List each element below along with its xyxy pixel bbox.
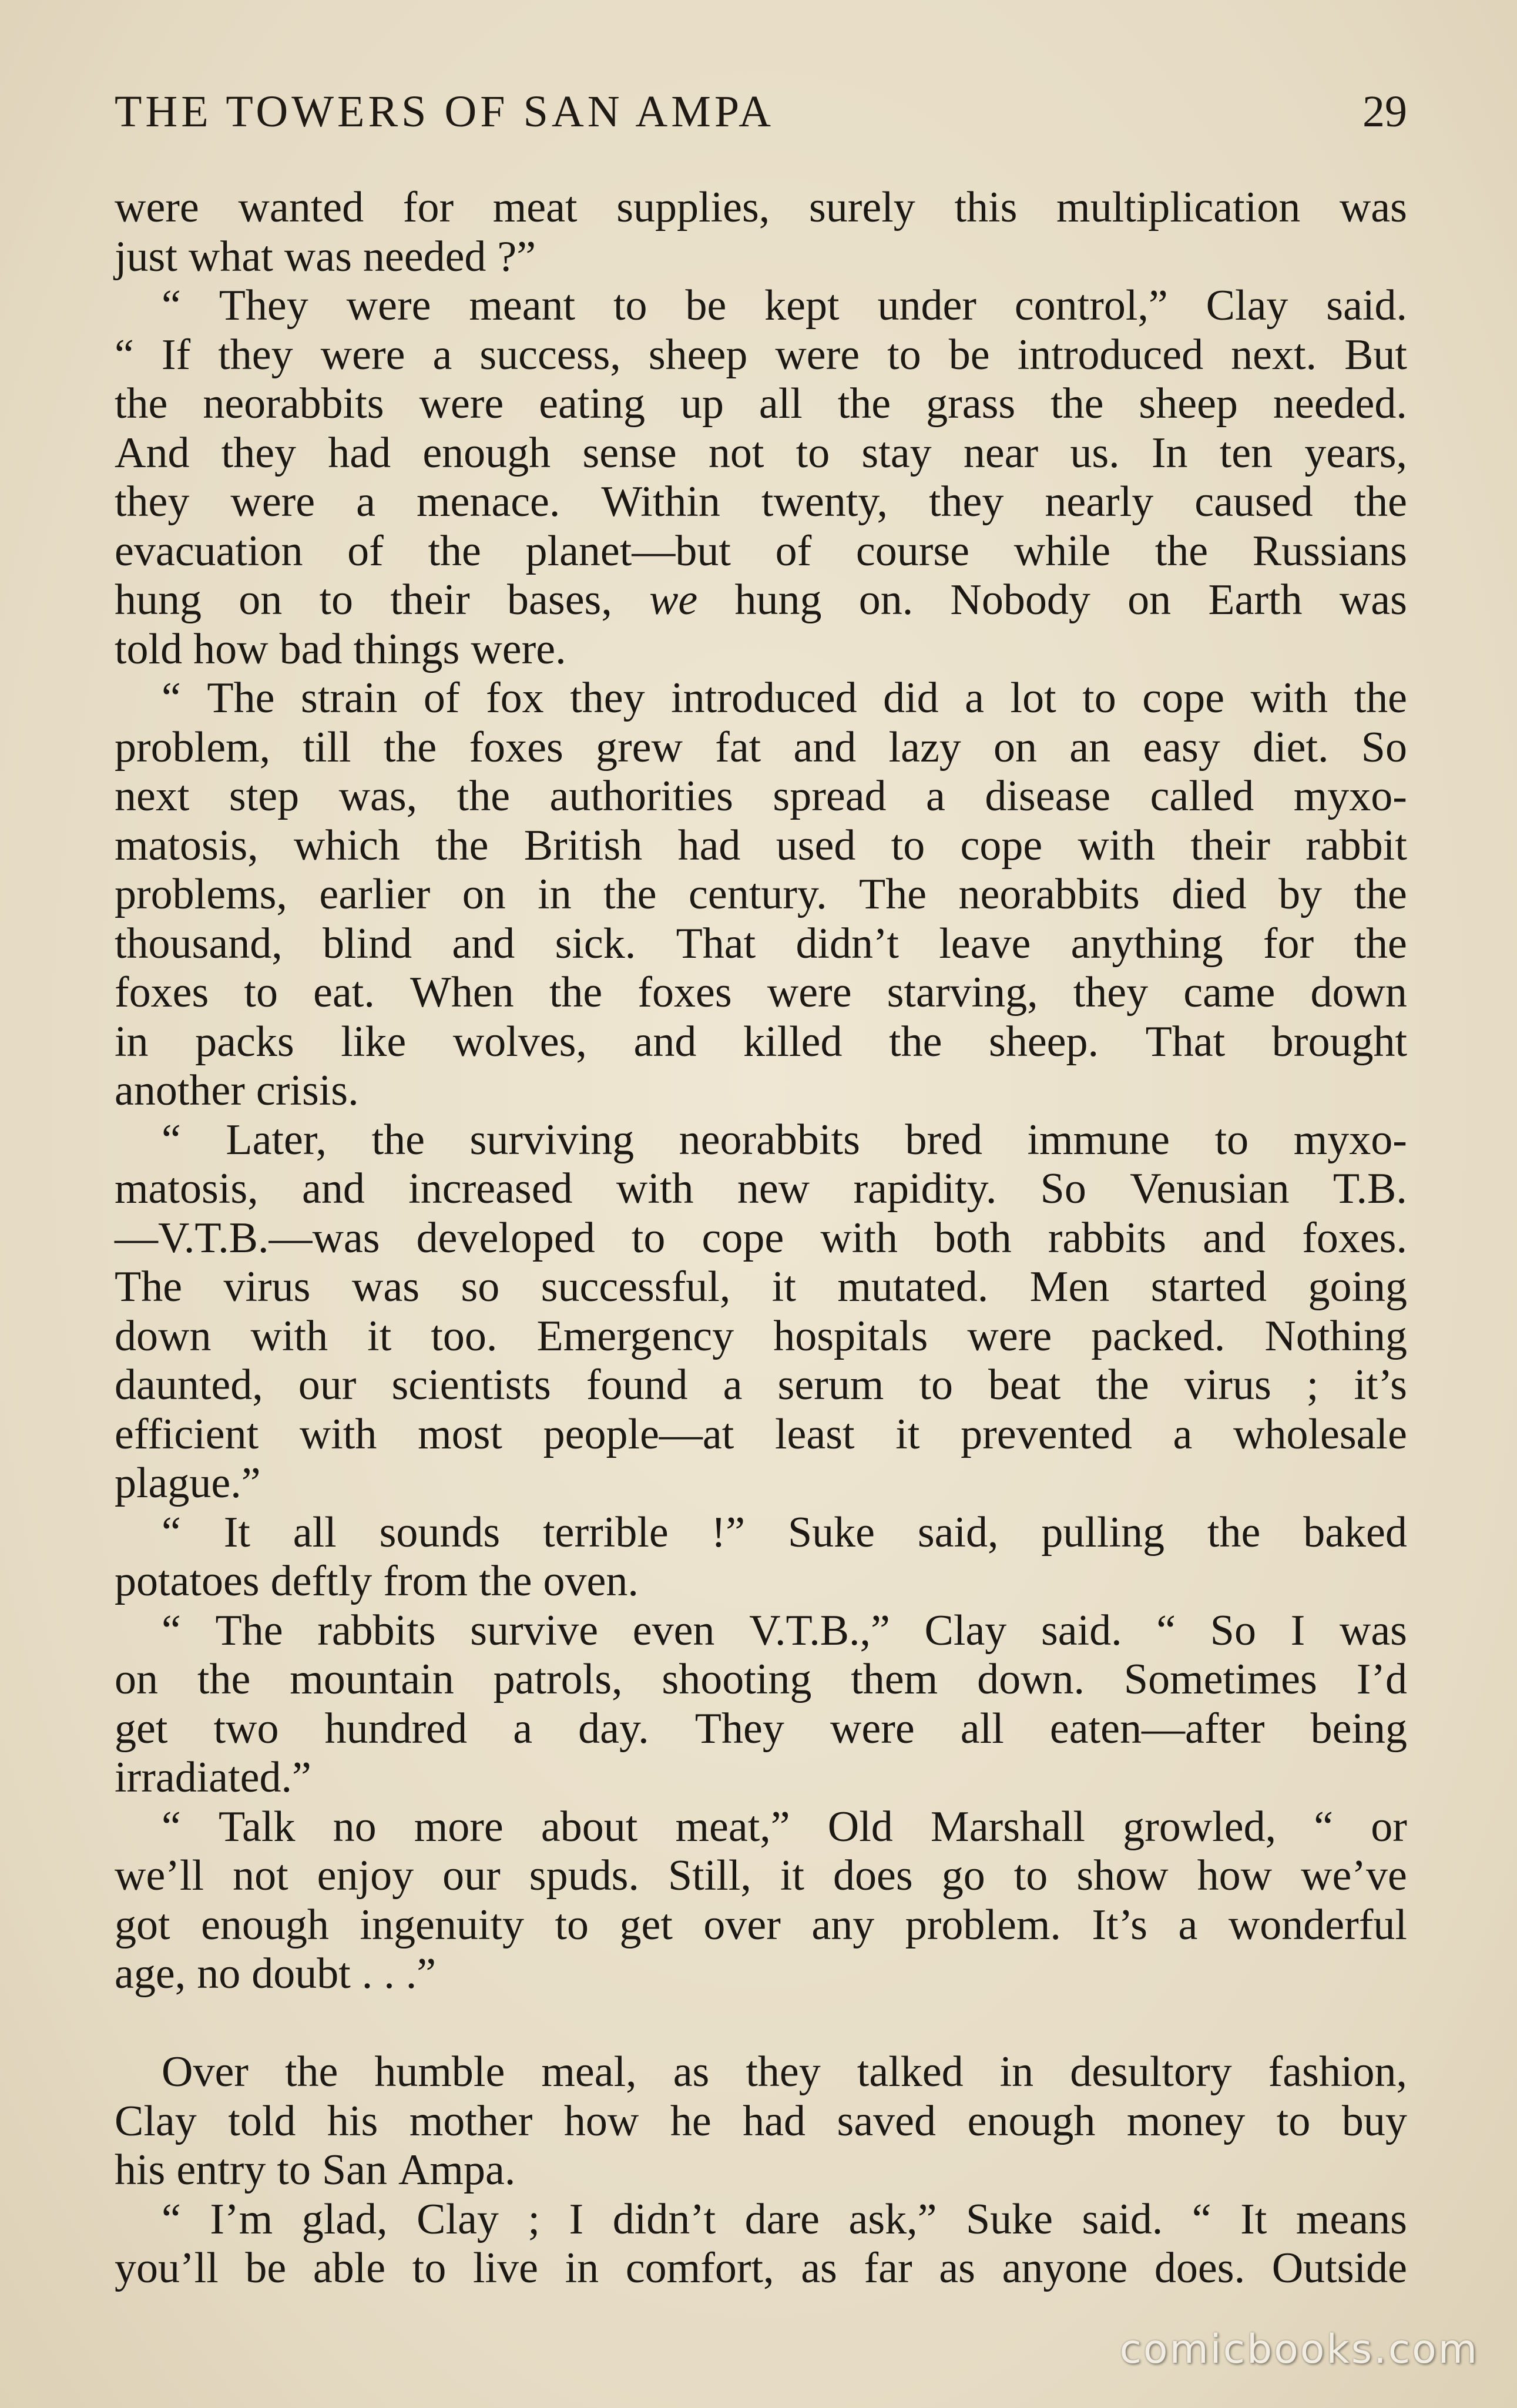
page-number: 29 bbox=[1362, 87, 1407, 136]
text-line: get two hundred a day. They were all eaten—after being bbox=[115, 1704, 1407, 1753]
text-line: plague.” bbox=[115, 1459, 261, 1507]
text-line: “ I’m glad, Clay ; I didn’t dare ask,” Suke said. “ It means bbox=[162, 2195, 1407, 2243]
text-line: matosis, and increased with new rapidity. So Venusian T.B. bbox=[115, 1165, 1407, 1213]
text-line: on the mountain patrols, shooting them down. Sometimes I’d bbox=[115, 1655, 1407, 1703]
text-line: “ If they were a success, sheep were to be introduced next. But bbox=[115, 330, 1407, 379]
text-line: “ It all sounds terrible !” Suke said, pulling the baked bbox=[162, 1508, 1407, 1557]
text-line: another crisis. bbox=[115, 1067, 359, 1115]
text-line: we’ll not enjoy our spuds. Still, it does go to show how we’ve bbox=[115, 1852, 1407, 1900]
text-line: foxes to eat. When the foxes were starving, they came down bbox=[115, 968, 1407, 1017]
text-line: they were a menace. Within twenty, they nearly caused the bbox=[115, 478, 1407, 526]
text-line: age, no doubt . . .” bbox=[115, 1950, 437, 1998]
text-line: problem, till the foxes grew fat and lazy on an easy diet. So bbox=[115, 723, 1407, 772]
text-line: you’ll be able to live in comfort, as far as anyone does. Outside bbox=[115, 2244, 1407, 2292]
text-line: “ They were meant to be kept under control,” Clay said. bbox=[162, 281, 1407, 330]
text-line: matosis, which the British had used to cope with their rabbit bbox=[115, 821, 1407, 870]
text-line: hung on to their bases, we hung on. Nobody on Earth was bbox=[115, 576, 1407, 624]
text-line: The virus was so successful, it mutated. Men started going bbox=[115, 1263, 1407, 1311]
text-line: just what was needed ?” bbox=[115, 232, 536, 281]
text-line: efficient with most people—at least it prevented a wholesale bbox=[115, 1410, 1407, 1458]
text-line: in packs like wolves, and killed the sheep. That brought bbox=[115, 1017, 1407, 1066]
text-line: next step was, the authorities spread a disease called myxo- bbox=[115, 772, 1407, 820]
text-line: evacuation of the planet—but of course while the Russians bbox=[115, 526, 1407, 575]
text-line: down with it too. Emergency hospitals were packed. Nothing bbox=[115, 1312, 1407, 1360]
text-line: problems, earlier on in the century. The neorabbits died by the bbox=[115, 870, 1407, 918]
text-line: Over the humble meal, as they talked in desultory fashion, bbox=[162, 2048, 1407, 2096]
text-line: the neorabbits were eating up all the grass the sheep needed. bbox=[115, 380, 1407, 428]
text-line: “ The strain of fox they introduced did a lot to cope with the bbox=[162, 674, 1407, 722]
text-line: told how bad things were. bbox=[115, 625, 566, 673]
text-line: irradiated.” bbox=[115, 1753, 311, 1802]
running-title: THE TOWERS OF SAN AMPA bbox=[115, 87, 775, 136]
text-line: were wanted for meat supplies, surely this multiplication was bbox=[115, 183, 1407, 232]
text-line: daunted, our scientists found a serum to beat the virus ; it’s bbox=[115, 1361, 1407, 1409]
text-line: “ The rabbits survive even V.T.B.,” Clay said. “ So I was bbox=[162, 1606, 1407, 1655]
text-line: his entry to San Ampa. bbox=[115, 2146, 516, 2194]
text-line: “ Talk no more about meat,” Old Marshall growled, “ or bbox=[162, 1802, 1407, 1851]
body-text bbox=[115, 183, 1407, 2293]
text-line: thousand, blind and sick. That didn’t leave anything for the bbox=[115, 919, 1407, 968]
watermark-logo: comicbooks.com bbox=[1119, 2326, 1479, 2373]
text-line: Clay told his mother how he had saved enough money to buy bbox=[115, 2097, 1407, 2145]
text-line: —V.T.B.—was developed to cope with both rabbits and foxes. bbox=[115, 1213, 1407, 1262]
page-header bbox=[115, 79, 1407, 144]
text-line: got enough ingenuity to get over any problem. It’s a wonderful bbox=[115, 1900, 1407, 1949]
paragraph-break bbox=[115, 1999, 1407, 2048]
text-line: potatoes deftly from the oven. bbox=[115, 1557, 639, 1605]
text-line: And they had enough sense not to stay near us. In ten years, bbox=[115, 428, 1407, 477]
text-line: “ Later, the surviving neorabbits bred immune to myxo- bbox=[162, 1115, 1407, 1164]
